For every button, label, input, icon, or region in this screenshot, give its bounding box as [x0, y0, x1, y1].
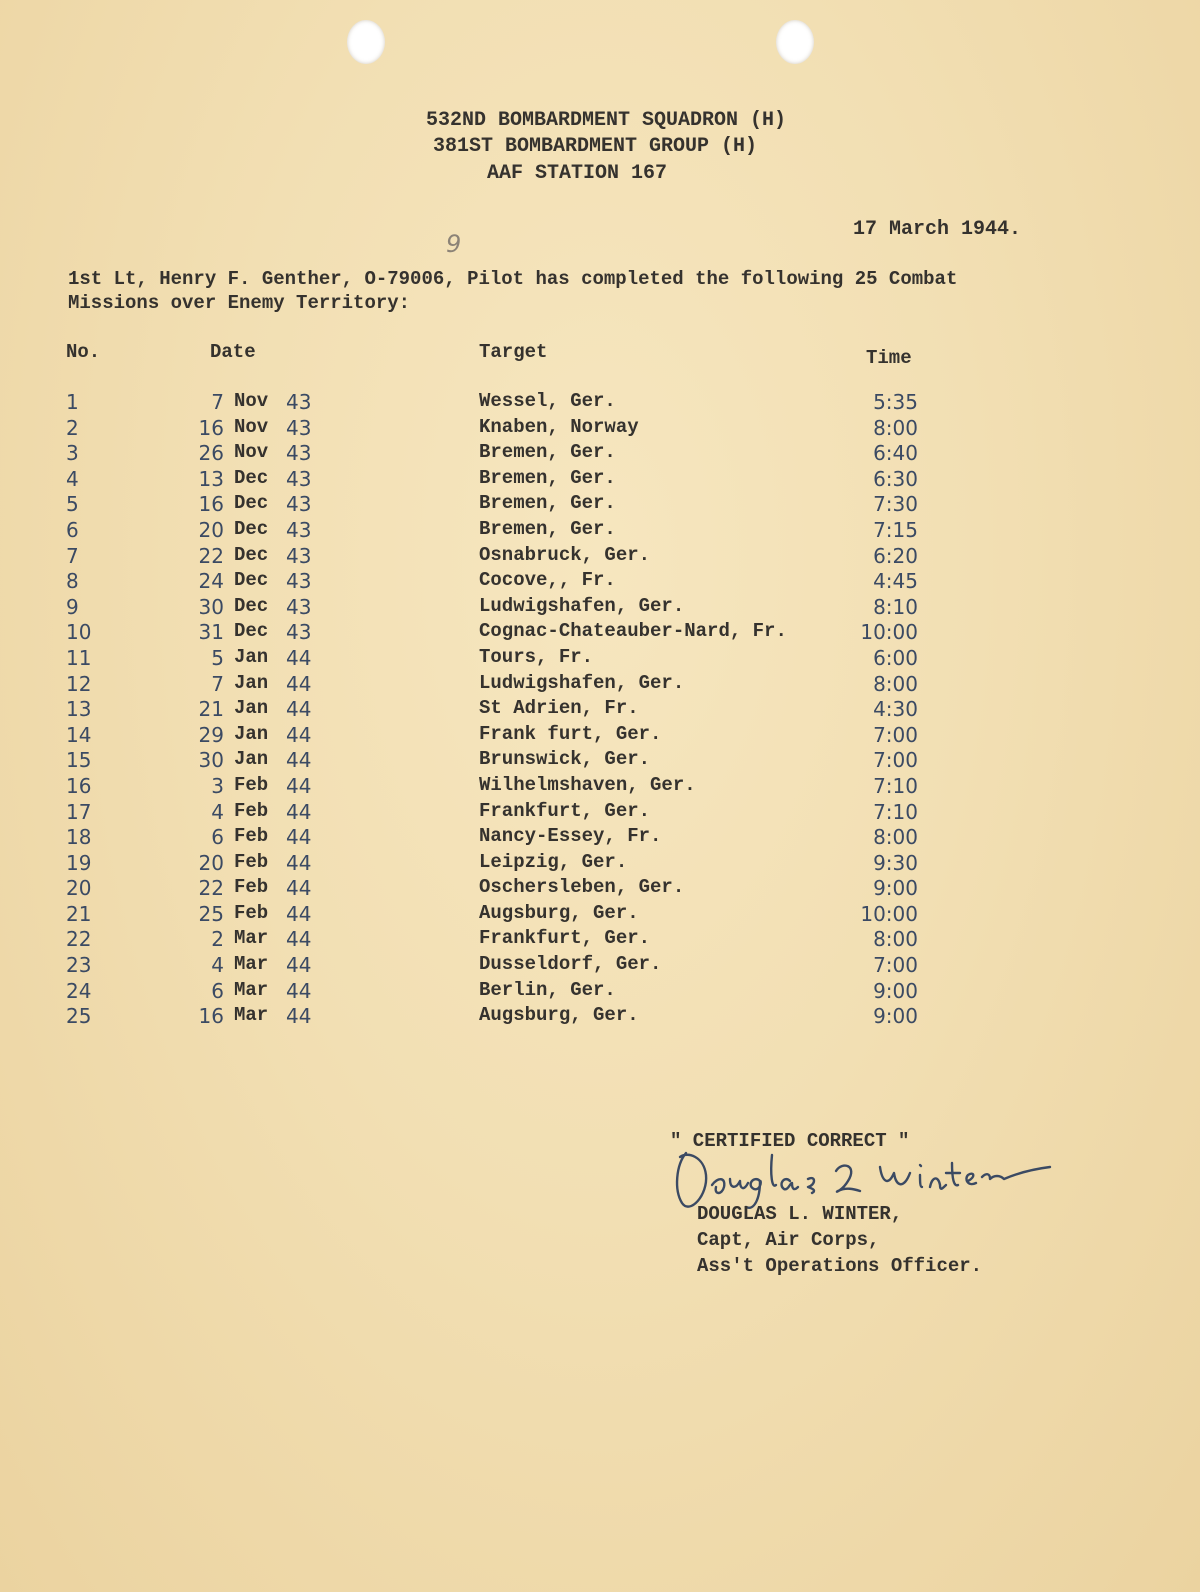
- mission-date-month: Dec: [234, 492, 269, 515]
- mission-date-year: 43: [286, 390, 312, 414]
- mission-target: Ludwigshafen, Ger.: [479, 594, 685, 617]
- mission-row: [0, 595, 1200, 621]
- mission-date-year: 43: [286, 620, 312, 645]
- mission-date-day: 6: [211, 825, 224, 850]
- mission-number: 18: [66, 825, 92, 850]
- mission-time: 7:10: [873, 799, 918, 824]
- mission-time: 8:10: [873, 594, 918, 619]
- mission-row: [0, 467, 1200, 493]
- mission-time: 7:15: [873, 517, 918, 542]
- document-date: 17 March 1944.: [853, 218, 1022, 241]
- mission-date-year: 44: [286, 927, 312, 952]
- mission-row: [0, 876, 1200, 902]
- mission-target: Cognac-Chateauber-Nard, Fr.: [479, 620, 787, 643]
- mission-date-month: Feb: [234, 850, 269, 873]
- mission-row: [0, 569, 1200, 595]
- mission-date-day: 7: [211, 671, 224, 696]
- intro-line: Missions over Enemy Territory:: [68, 292, 411, 314]
- mission-date-month: Nov: [234, 415, 269, 438]
- mission-number: 6: [66, 517, 79, 542]
- mission-target: Knaben, Norway: [479, 415, 639, 438]
- mission-number: 19: [66, 850, 92, 875]
- mission-date-year: 43: [286, 466, 312, 491]
- mission-row: [0, 416, 1200, 442]
- mission-date-year: 43: [286, 569, 312, 594]
- mission-date-year: 44: [286, 953, 312, 978]
- mission-row: [0, 774, 1200, 800]
- mission-date-year: 44: [286, 1004, 312, 1029]
- mission-date-year: 44: [286, 748, 312, 773]
- mission-row: [0, 927, 1200, 953]
- mission-number: 8: [66, 569, 79, 594]
- mission-date-year: 44: [286, 850, 312, 875]
- mission-date-month: Dec: [234, 620, 269, 643]
- officer-title: Ass't Operations Officer.: [697, 1255, 983, 1277]
- mission-time: 10:00: [860, 620, 918, 645]
- mission-date-day: 20: [198, 850, 224, 875]
- mission-time: 10:00: [860, 901, 918, 926]
- mission-time: 6:00: [873, 645, 918, 670]
- mission-date-month: Jan: [234, 722, 269, 745]
- mission-number: 10: [66, 620, 92, 645]
- mission-row: [0, 492, 1200, 518]
- mission-date-year: 43: [286, 594, 312, 619]
- station-heading: AAF STATION 167: [486, 162, 668, 185]
- mission-number: 25: [66, 1004, 92, 1029]
- missions-list: [0, 390, 1200, 1030]
- mission-number: 14: [66, 722, 92, 747]
- mission-date-year: 44: [286, 978, 312, 1003]
- mission-target: Tours, Fr.: [479, 645, 594, 668]
- mission-target: Leipzig, Ger.: [479, 850, 628, 873]
- mission-date-day: 16: [198, 415, 224, 440]
- mission-row: [0, 723, 1200, 749]
- mission-date-day: 24: [198, 569, 224, 594]
- group-heading: 381ST BOMBARDMENT GROUP (H): [432, 135, 758, 158]
- mission-date-day: 16: [198, 1004, 224, 1029]
- mission-number: 15: [66, 748, 92, 773]
- mission-row: [0, 1004, 1200, 1030]
- mission-target: St Adrien, Fr.: [479, 697, 639, 720]
- punch-hole: [347, 20, 385, 64]
- mission-target: Augsburg, Ger.: [479, 1004, 639, 1027]
- mission-target: Dusseldorf, Ger.: [479, 953, 662, 976]
- mission-time: 9:00: [873, 1004, 918, 1029]
- mission-target: Bremen, Ger.: [479, 492, 616, 515]
- mission-row: [0, 851, 1200, 877]
- mission-date-year: 44: [286, 773, 312, 798]
- mission-target: Nancy-Essey, Fr.: [479, 825, 662, 848]
- mission-date-month: Feb: [234, 799, 269, 822]
- mission-date-month: Feb: [234, 773, 269, 796]
- unit-heading: 532ND BOMBARDMENT SQUADRON (H): [425, 109, 787, 132]
- mission-date-month: Dec: [234, 517, 269, 540]
- mission-row: [0, 620, 1200, 646]
- mission-date-month: Jan: [234, 671, 269, 694]
- mission-number: 9: [66, 594, 79, 619]
- mission-number: 12: [66, 671, 92, 696]
- mission-date-day: 20: [198, 517, 224, 542]
- mission-time: 6:30: [873, 466, 918, 491]
- mission-date-month: Mar: [234, 953, 269, 976]
- mission-number: 17: [66, 799, 92, 824]
- mission-row: [0, 697, 1200, 723]
- mission-time: 9:00: [873, 978, 918, 1003]
- mission-number: 21: [66, 901, 92, 926]
- mission-date-day: 29: [198, 722, 224, 747]
- mission-number: 3: [66, 441, 79, 466]
- mission-number: 16: [66, 773, 92, 798]
- mission-date-day: 2: [211, 927, 224, 952]
- mission-number: 2: [66, 415, 79, 440]
- mission-date-day: 22: [198, 876, 224, 901]
- mission-time: 6:20: [873, 543, 918, 568]
- mission-target: Cocove,, Fr.: [479, 569, 616, 592]
- mission-target: Wilhelmshaven, Ger.: [479, 773, 696, 796]
- mission-number: 5: [66, 492, 79, 517]
- mission-row: [0, 646, 1200, 672]
- mission-date-day: 7: [211, 390, 224, 414]
- mission-number: 4: [66, 466, 79, 491]
- mission-number: 1: [66, 390, 79, 414]
- mission-target: Ludwigshafen, Ger.: [479, 671, 685, 694]
- mission-number: 13: [66, 697, 92, 722]
- mission-row: [0, 441, 1200, 467]
- column-header-target: Target: [479, 341, 548, 363]
- mission-date-year: 44: [286, 671, 312, 696]
- mission-date-month: Mar: [234, 1004, 269, 1027]
- mission-date-day: 30: [198, 748, 224, 773]
- mission-target: Berlin, Ger.: [479, 978, 616, 1001]
- mission-row: [0, 748, 1200, 774]
- mission-date-month: Jan: [234, 645, 269, 668]
- mission-target: Bremen, Ger.: [479, 466, 616, 489]
- mission-number: 24: [66, 978, 92, 1003]
- mission-number: 23: [66, 953, 92, 978]
- mission-date-day: 30: [198, 594, 224, 619]
- mission-time: 5:35: [873, 390, 918, 414]
- mission-time: 7:10: [873, 773, 918, 798]
- mission-date-month: Mar: [234, 927, 269, 950]
- mission-date-year: 44: [286, 799, 312, 824]
- certified-label: " CERTIFIED CORRECT ": [670, 1130, 910, 1152]
- mission-row: [0, 902, 1200, 928]
- mission-date-year: 44: [286, 901, 312, 926]
- mission-row: [0, 544, 1200, 570]
- mission-time: 4:45: [873, 569, 918, 594]
- mission-date-year: 44: [286, 697, 312, 722]
- mission-date-day: 3: [211, 773, 224, 798]
- mission-row: [0, 672, 1200, 698]
- mission-target: Wessel, Ger.: [479, 390, 616, 412]
- mission-time: 6:40: [873, 441, 918, 466]
- mission-time: 9:00: [873, 876, 918, 901]
- mission-time: 7:00: [873, 748, 918, 773]
- column-header-time: Time: [866, 347, 912, 369]
- mission-row: [0, 518, 1200, 544]
- mission-row: [0, 825, 1200, 851]
- mission-date-year: 43: [286, 543, 312, 568]
- mission-row: [0, 953, 1200, 979]
- mission-row: [0, 979, 1200, 1005]
- mission-date-month: Mar: [234, 978, 269, 1001]
- mission-date-month: Feb: [234, 901, 269, 924]
- mission-date-month: Dec: [234, 543, 269, 566]
- mission-target: Oschersleben, Ger.: [479, 876, 685, 899]
- mission-date-month: Dec: [234, 466, 269, 489]
- mission-target: Bremen, Ger.: [479, 517, 616, 540]
- mission-date-month: Dec: [234, 569, 269, 592]
- mission-date-day: 21: [198, 697, 224, 722]
- mission-date-day: 4: [211, 799, 224, 824]
- mission-date-month: Nov: [234, 390, 269, 412]
- mission-date-year: 43: [286, 517, 312, 542]
- mission-date-day: 26: [198, 441, 224, 466]
- mission-number: 22: [66, 927, 92, 952]
- mission-date-day: 25: [198, 901, 224, 926]
- mission-time: 4:30: [873, 697, 918, 722]
- mission-date-year: 43: [286, 415, 312, 440]
- mission-date-year: 44: [286, 825, 312, 850]
- mission-date-year: 43: [286, 441, 312, 466]
- mission-number: 11: [66, 645, 92, 670]
- mission-number: 7: [66, 543, 79, 568]
- officer-rank: Capt, Air Corps,: [697, 1229, 880, 1251]
- column-header-date: Date: [210, 341, 256, 363]
- mission-time: 8:00: [873, 825, 918, 850]
- mission-date-day: 6: [211, 978, 224, 1003]
- mission-date-month: Jan: [234, 748, 269, 771]
- mission-time: 9:30: [873, 850, 918, 875]
- mission-time: 8:00: [873, 927, 918, 952]
- mission-date-day: 4: [211, 953, 224, 978]
- mission-date-year: 44: [286, 645, 312, 670]
- mission-time: 7:30: [873, 492, 918, 517]
- mission-date-year: 43: [286, 492, 312, 517]
- mission-row: [0, 390, 1200, 416]
- mission-date-day: 22: [198, 543, 224, 568]
- mission-time: 8:00: [873, 415, 918, 440]
- mission-date-month: Feb: [234, 825, 269, 848]
- mission-row: [0, 800, 1200, 826]
- mission-target: Osnabruck, Ger.: [479, 543, 651, 566]
- mission-number: 20: [66, 876, 92, 901]
- mission-date-day: 13: [198, 466, 224, 491]
- mission-target: Augsburg, Ger.: [479, 901, 639, 924]
- officer-name: DOUGLAS L. WINTER,: [697, 1203, 903, 1225]
- mission-target: Frankfurt, Ger.: [479, 799, 651, 822]
- mission-date-day: 5: [211, 645, 224, 670]
- mission-target: Brunswick, Ger.: [479, 748, 651, 771]
- pencil-correction: 9: [446, 230, 462, 258]
- mission-target: Frankfurt, Ger.: [479, 927, 651, 950]
- mission-target: Bremen, Ger.: [479, 441, 616, 464]
- mission-date-month: Nov: [234, 441, 269, 464]
- mission-date-month: Feb: [234, 876, 269, 899]
- mission-date-year: 44: [286, 876, 312, 901]
- mission-date-day: 16: [198, 492, 224, 517]
- column-header-no: No.: [66, 341, 101, 363]
- mission-time: 7:00: [873, 722, 918, 747]
- mission-time: 7:00: [873, 953, 918, 978]
- mission-date-month: Dec: [234, 594, 269, 617]
- punch-hole: [776, 20, 814, 64]
- mission-date-year: 44: [286, 722, 312, 747]
- mission-target: Frank furt, Ger.: [479, 722, 662, 745]
- mission-time: 8:00: [873, 671, 918, 696]
- intro-line: 1st Lt, Henry F. Genther, O-79006, Pilot has completed the following 25 Combat: [68, 268, 958, 290]
- mission-date-month: Jan: [234, 697, 269, 720]
- mission-date-day: 31: [198, 620, 224, 645]
